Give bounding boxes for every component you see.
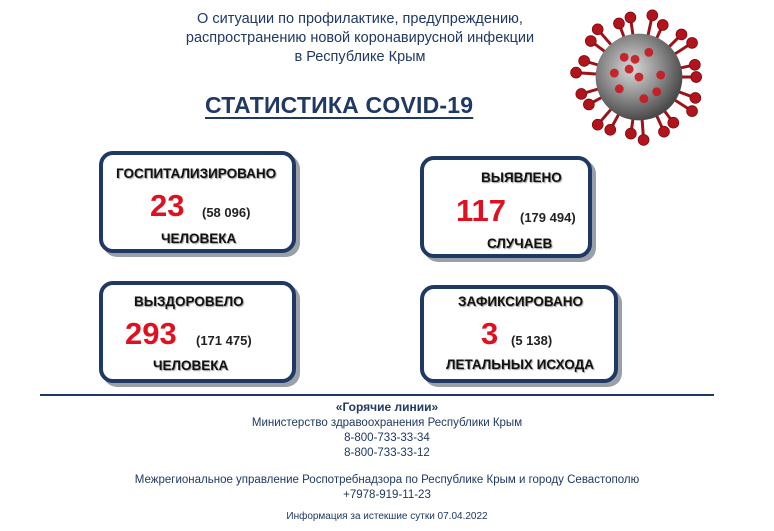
header-line-2: распространению новой коронавирусной инфекции (185, 30, 535, 46)
deaths-total: (5 138) (511, 333, 553, 348)
header-line-3: в Республике Крым (294, 49, 426, 65)
hospitalized-label: ГОСПИТАЛИЗИРОВАНО (116, 166, 277, 181)
detected-total: (179 494) (520, 210, 576, 225)
detected-label: ВЫЯВЛЕНО (481, 170, 562, 185)
recovered-value: 293 (125, 316, 177, 351)
hospitalized-value: 23 (150, 188, 185, 223)
recovered-total: (171 475) (196, 333, 252, 348)
header-text (150, 10, 570, 67)
coronavirus-icon (570, 8, 708, 146)
deaths-unit: ЛЕТАЛЬНЫХ ИСХОДА (446, 357, 594, 372)
rospotrebnadzor-phone: +7978-919-11-23 (343, 489, 431, 501)
card-deaths (420, 285, 618, 383)
card-recovered (99, 281, 296, 383)
rospotrebnadzor-name: Межрегиональное управление Роспотребнадзора по Республике Крым и городу Севастополю (134, 474, 640, 486)
divider (40, 394, 714, 396)
recovered-unit: ЧЕЛОВЕКА (153, 358, 229, 373)
recovered-label: ВЫЗДОРОВЕЛО (134, 294, 244, 309)
footnote: Информация за истекшие сутки 07.04.2022 (286, 511, 488, 522)
hospitalized-unit: ЧЕЛОВЕКА (161, 231, 237, 246)
header-line-1: О ситуации по профилактике, предупреждению, (197, 11, 523, 27)
deaths-value: 3 (481, 316, 499, 351)
hospitalized-total: (58 096) (202, 205, 251, 220)
ministry-phone-2: 8-800-733-33-12 (344, 447, 430, 459)
card-detected (420, 156, 592, 258)
ministry-phone-1: 8-800-733-33-34 (344, 432, 430, 444)
card-hospitalized (99, 151, 296, 253)
ministry-name: Министерство здравоохранения Республики Крым (251, 417, 523, 429)
detected-unit: СЛУЧАЕВ (487, 236, 553, 251)
page-title: СТАТИСТИКА COVID-19 (205, 92, 474, 118)
detected-value: 117 (456, 193, 507, 228)
hotlines-title: «Горячие линии» (335, 400, 439, 414)
deaths-label: ЗАФИКСИРОВАНО (458, 294, 584, 309)
